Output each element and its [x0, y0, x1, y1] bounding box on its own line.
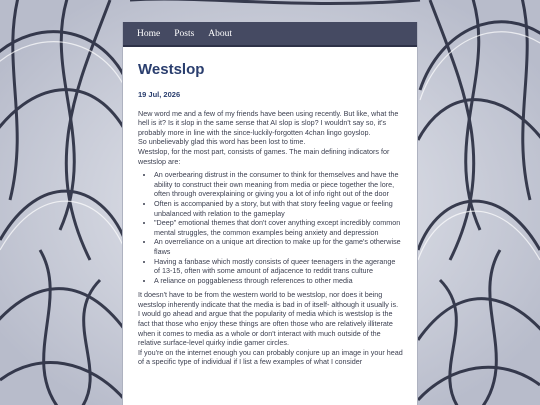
list-item: • An overreliance on a unique art direction to make up for the game's otherwise flaws: [154, 237, 403, 256]
nav-home-link[interactable]: Home: [137, 28, 161, 39]
post-paragraph: It doesn't have to be from the western world to be westslop, nor does it being westslop inherently indicate that the media is bad in of itself- although it usually is.: [138, 290, 399, 309]
blog-page: [122, 22, 418, 405]
list-item: • A reliance on poggableness through references to other media: [154, 276, 403, 286]
post-content: [123, 47, 417, 367]
list-item: • Having a fanbase which mostly consists of queer teenagers in the agerange of 13-15, often with some amount of adjacence to reddit trans culture: [154, 257, 403, 276]
list-item: • "Deep" emotional themes that don't cover anything except incredibly common mental struggles, the common examples being anxiety and depression: [154, 218, 403, 237]
post-date: 19 Jul, 2026: [138, 90, 181, 99]
post-paragraph: I would go ahead and argue that the popularity of media which is westslop is the fact that those who enjoy these things are often those who are relatively illiterate when it comes to media as a whole or don't interact with much outside of the relative surface-level quirky indie gamer circles.: [138, 309, 393, 348]
post-paragraph: So unbelievably glad this word has been lost to time.: [138, 137, 306, 147]
nav-about-link[interactable]: About: [208, 28, 233, 39]
post-paragraph: If you're on the internet enough you can probably conjure up an image in your head of a specific type of individual if I list a few examples of what I consider: [138, 347, 403, 367]
post-paragraph: Westslop, for the most part, consists of games. The main defining indicators for westslop are:: [138, 146, 390, 166]
list-item: • An overbearing distrust in the consumer to think for themselves and have the ability to construct their own meaning from media or piece together the lore, often through overexplaining or giving you a lot of info right out of the door: [154, 170, 403, 199]
post-paragraph: New word me and a few of my friends have been using recently. But like, what the hell is it? Is it slop in the same sense that AI slop is slop? I wouldn't say so, it's probably more in line with the since-luckily-forgotten 4chan lingo goyslop.: [138, 108, 399, 137]
post-title: Westslop: [138, 61, 205, 78]
top-nav: [123, 22, 417, 47]
nav-posts-link[interactable]: Posts: [174, 28, 195, 39]
list-item: • Often is accompanied by a story, but with that story feeling vague or feeling unbalanced with relation to the gameplay: [154, 199, 403, 218]
indicator-list: [138, 170, 403, 285]
